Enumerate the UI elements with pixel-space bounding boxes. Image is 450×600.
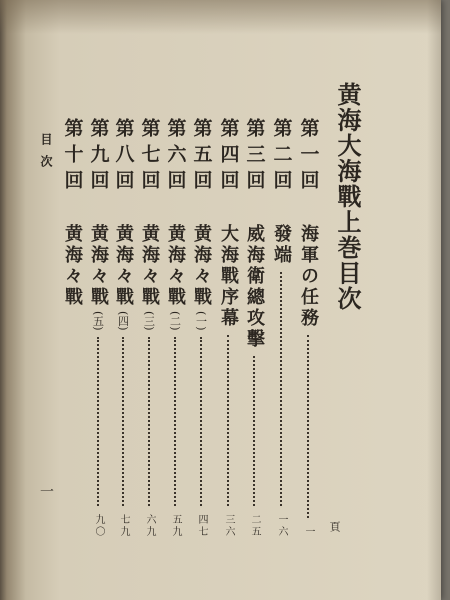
page-number: 一六 — [276, 514, 287, 538]
page-number: 九〇 — [93, 514, 104, 538]
page-number: 一 — [303, 526, 314, 538]
chapter-label: 第二回 — [270, 118, 293, 196]
toc-entry-1 — [295, 118, 321, 538]
chapter-label: 第七回 — [138, 118, 161, 196]
chapter-heading: 黄海々戰 — [165, 224, 186, 308]
chapter-label: 第九回 — [87, 118, 110, 196]
chapter-heading: 大海戰序幕 — [218, 224, 239, 329]
chapter-heading: 黄海々戰 — [62, 224, 83, 308]
dot-leader — [200, 337, 202, 506]
chapter-label: 第五回 — [190, 118, 213, 196]
chapter-heading: 發端 — [271, 224, 292, 266]
page-number: 四七 — [196, 514, 207, 538]
dot-leader — [253, 356, 255, 506]
chapter-heading: 黄海々戰 — [191, 224, 212, 308]
toc-entry-5 — [188, 118, 214, 538]
dot-leader — [307, 335, 309, 518]
chapter-label: 第十回 — [61, 118, 84, 196]
toc-entry-8 — [110, 118, 136, 538]
toc-entry-6 — [162, 118, 188, 538]
chapter-label: 第三回 — [243, 118, 266, 196]
page-column-header: 頁 — [328, 521, 341, 532]
toc-entry-7 — [136, 118, 162, 538]
part-number: (一) — [194, 311, 208, 331]
toc-entry-3 — [241, 118, 267, 538]
part-number: (五) — [91, 311, 105, 331]
dot-leader — [280, 272, 282, 506]
folio-page-number: 一 — [38, 484, 54, 498]
dot-leader — [97, 337, 99, 506]
toc-title: 黄海大海戰上巻目次 — [333, 82, 362, 312]
page-number: 二五 — [249, 514, 260, 538]
toc-entry-9 — [85, 118, 111, 538]
chapter-label: 第六回 — [164, 118, 187, 196]
part-number: (三) — [142, 311, 156, 331]
page-number: 三六 — [223, 514, 234, 538]
chapter-heading: 海軍の任務 — [298, 224, 319, 329]
running-head: 目次 — [39, 133, 53, 177]
page-number: 六九 — [144, 514, 155, 538]
toc-entry-10 — [59, 118, 85, 538]
toc-entry-4 — [215, 118, 241, 538]
toc-entry-2 — [268, 118, 294, 538]
chapter-label: 第一回 — [297, 118, 320, 196]
page-number: 五九 — [170, 514, 181, 538]
chapter-label: 第八回 — [112, 118, 135, 196]
chapter-heading: 黄海々戰 — [88, 224, 109, 308]
part-number: (二) — [168, 311, 182, 331]
dot-leader — [227, 335, 229, 506]
part-number: (四) — [116, 311, 130, 331]
chapter-heading: 黄海々戰 — [139, 224, 160, 308]
dot-leader — [174, 337, 176, 506]
chapter-heading: 黄海々戰 — [113, 224, 134, 308]
dot-leader — [148, 337, 150, 506]
page-number: 七九 — [118, 514, 129, 538]
chapter-label: 第四回 — [217, 118, 240, 196]
dot-leader — [122, 337, 124, 506]
chapter-heading: 威海衛總攻擊 — [244, 224, 265, 350]
